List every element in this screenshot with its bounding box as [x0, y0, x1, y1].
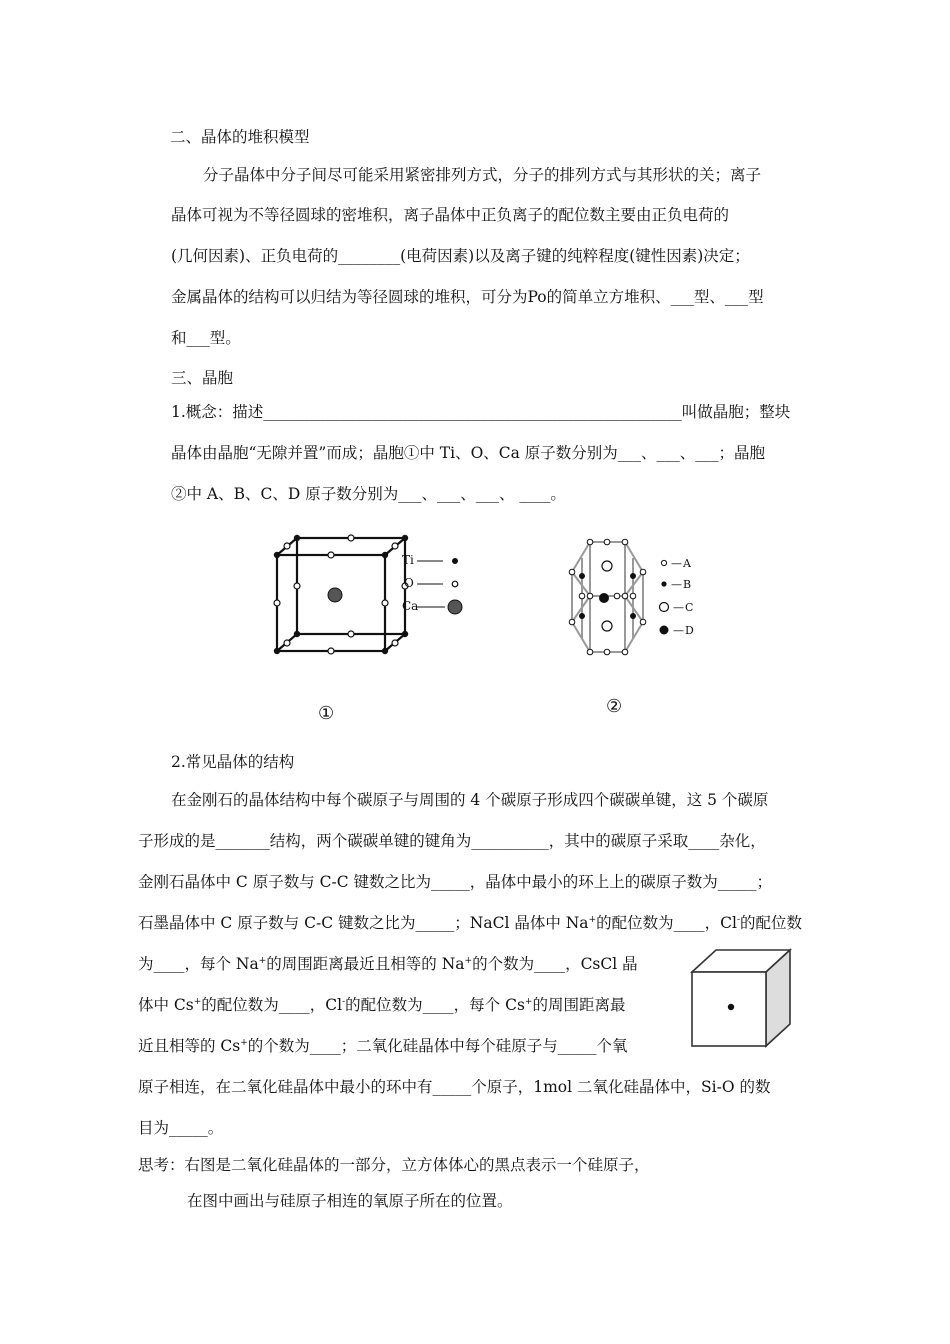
paragraph-line: 子形成的是_______结构，两个碳碳单键的键角为__________，其中的碳原子采取____杂化， [138, 832, 766, 850]
paragraph-line: 和___型。 [171, 329, 241, 347]
paragraph-line: ②中 A、B、C、D 原子数分别为___、___、___、 ____。 [171, 485, 566, 503]
paragraph-line: 在金刚石的晶体结构中每个碳原子与周围的 4 个碳原子形成四个碳碳单键，这 5 个碳原 [171, 791, 769, 809]
legend-d: D [685, 624, 694, 637]
legend-b: B [683, 578, 692, 591]
figure-unit-cell-2 [555, 538, 705, 660]
paragraph-line: 原子相连，在二氧化硅晶体中最小的环中有_____个原子，1mol 二氧化硅晶体中，Si-O 的数 [138, 1078, 771, 1096]
paragraph-line: 分子晶体中分子间尽可能采用紧密排列方式，分子的排列方式与其形状的关；离子 [203, 166, 762, 184]
legend-a: A [683, 557, 691, 570]
section-heading-unit-cell: 三、晶胞 [171, 369, 234, 387]
paragraph-line: 1.概念：描述______________________________________________________叫做晶胞；整块 [171, 403, 791, 421]
section-heading-common-crystals: 2.常见晶体的结构 [171, 753, 295, 771]
svg-text:—: — [671, 557, 682, 570]
think-question: 在图中画出与硅原子相连的氧原子所在的位置。 [187, 1192, 513, 1210]
legend-o: O [404, 576, 414, 590]
paragraph-line: 金属晶体的结构可以归结为等径圆球的堆积，可分为Po的简单立方堆积、___型、___型 [171, 288, 764, 306]
svg-text:—: — [673, 601, 684, 614]
legend-ca: Ca [402, 599, 419, 613]
section-heading-packing: 二、晶体的堆积模型 [170, 128, 310, 146]
paragraph-line: 晶体可视为不等径圆球的密堆积，离子晶体中正负离子的配位数主要由正负电荷的 [171, 206, 730, 224]
paragraph-line: (几何因素)、正负电荷的________(电荷因素)以及离子键的纯粹程度(键性因素)决定； [171, 247, 750, 265]
paragraph-line: 石墨晶体中 C 原子数与 C-C 键数之比为_____；NaCl 晶体中 Na+的配位数为____，Cl-的配位数 [138, 914, 802, 932]
paragraph-line: 为____，每个 Na+的周围距离最近且相等的 Na+的个数为____，CsCl 晶 [138, 955, 638, 973]
legend-ti: Ti [402, 553, 414, 567]
figure-caption-2: ② [606, 696, 623, 717]
figure-unit-cell-1 [265, 530, 480, 660]
think-question: 思考：右图是二氧化硅晶体的一部分，立方体体心的黑点表示一个硅原子， [138, 1156, 650, 1174]
paragraph-line: 晶体由晶胞“无隙并置”而成；晶胞①中 Ti、O、Ca 原子数分别为___、___、___；晶胞 [171, 444, 766, 462]
svg-text:—: — [671, 578, 682, 591]
paragraph-line: 体中 Cs+的配位数为____，Cl-的配位数为____，每个 Cs+的周围距离最 [138, 996, 626, 1014]
figure-caption-1: ① [318, 703, 335, 724]
paragraph-line: 金刚石晶体中 C 原子数与 C-C 键数之比为_____，晶体中最小的环上上的碳原子数为_____； [138, 873, 773, 891]
paragraph-line: 近且相等的 Cs+的个数为____；二氧化硅晶体中每个硅原子与_____个氧 [138, 1037, 628, 1055]
figure-sio2-cube [690, 948, 796, 1048]
paragraph-line: 目为_____。 [138, 1119, 224, 1137]
legend-c: C [685, 601, 694, 614]
svg-text:—: — [673, 624, 684, 637]
